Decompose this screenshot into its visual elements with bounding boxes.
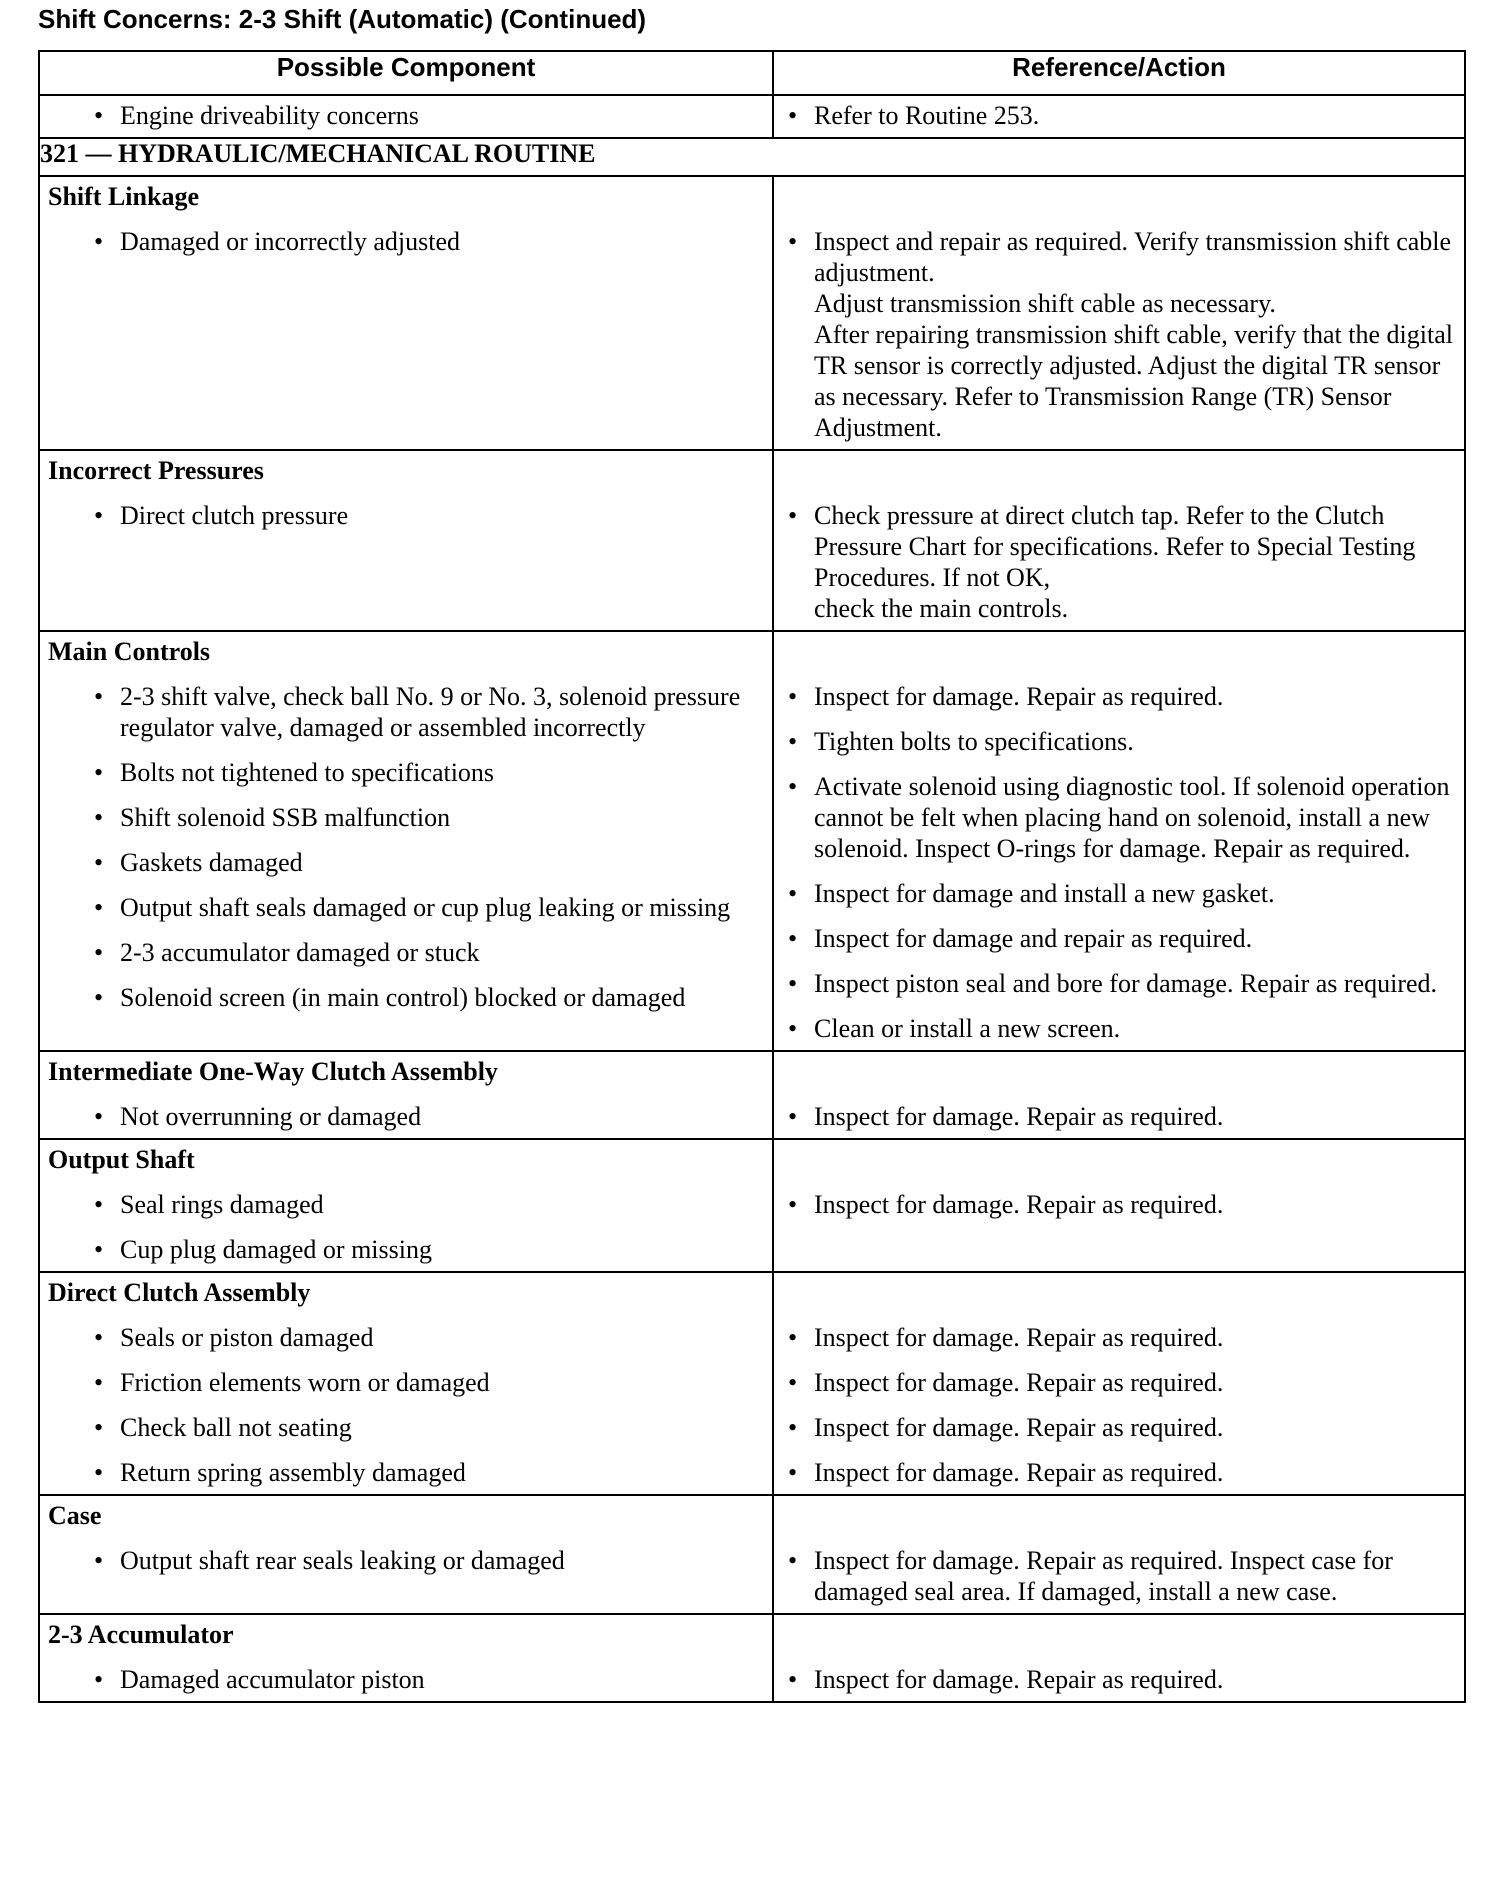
component-cell xyxy=(39,176,773,450)
page-title: Shift Concerns: 2-3 Shift (Automatic) (Continued) xyxy=(38,4,647,34)
bullet-icon: • xyxy=(94,682,104,711)
action-cell xyxy=(773,1272,1465,1495)
component-item xyxy=(48,1322,764,1353)
bullet-icon: • xyxy=(788,1546,798,1575)
action-item xyxy=(782,500,1456,624)
action-item xyxy=(782,1101,1456,1132)
component-item xyxy=(48,757,764,788)
action-cell xyxy=(773,1051,1465,1139)
component-item xyxy=(48,1367,764,1398)
component-item xyxy=(48,681,764,743)
action-text: Inspect for damage and repair as required. xyxy=(814,924,1253,953)
bullet-icon: • xyxy=(94,1665,104,1694)
component-item xyxy=(48,937,764,968)
bullet-icon: • xyxy=(788,969,798,998)
action-item xyxy=(782,681,1456,712)
routine-row xyxy=(39,138,1465,176)
component-text: Output shaft seals damaged or cup plug leaking or missing xyxy=(120,893,731,922)
action-cell xyxy=(773,631,1465,1051)
action-item xyxy=(782,726,1456,757)
action-text: Check pressure at direct clutch tap. Refer to the Clutch Pressure Chart for specifications. Refer to Special Testing Procedures. If not OK, check the main controls. xyxy=(814,501,1416,623)
action-item xyxy=(782,1412,1456,1443)
bullet-icon: • xyxy=(94,1368,104,1397)
component-item xyxy=(48,1101,764,1132)
bullet-icon: • xyxy=(788,1368,798,1397)
routine-title: 321 — HYDRAULIC/MECHANICAL ROUTINE xyxy=(39,138,1465,176)
bullet-icon: • xyxy=(788,1190,798,1219)
component-cell xyxy=(39,1139,773,1272)
action-text: Inspect for damage. Repair as required. xyxy=(814,1190,1224,1219)
action-cell xyxy=(773,1139,1465,1272)
bullet-icon: • xyxy=(788,1014,798,1043)
bullet-icon: • xyxy=(788,1323,798,1352)
component-text: Solenoid screen (in main control) blocked or damaged xyxy=(120,983,686,1012)
component-item xyxy=(48,847,764,878)
action-text: Inspect for damage. Repair as required. Inspect case for damaged seal area. If damaged, install a new case. xyxy=(814,1546,1393,1606)
header-row xyxy=(39,51,1465,95)
component-cell xyxy=(39,1272,773,1495)
bullet-icon: • xyxy=(94,758,104,787)
action-cell xyxy=(773,176,1465,450)
component-item xyxy=(48,226,764,257)
action-item xyxy=(782,1367,1456,1398)
bullet-icon: • xyxy=(94,983,104,1012)
component-item xyxy=(48,802,764,833)
component-item xyxy=(48,1189,764,1220)
component-text: 2-3 accumulator damaged or stuck xyxy=(120,938,480,967)
component-text: Engine driveability concerns xyxy=(120,101,419,130)
action-cell xyxy=(773,450,1465,631)
column-header-component: Possible Component xyxy=(39,51,773,95)
group-row xyxy=(39,1051,1465,1139)
bullet-icon: • xyxy=(94,1458,104,1487)
bullet-icon: • xyxy=(788,1458,798,1487)
group-heading: Intermediate One-Way Clutch Assembly xyxy=(48,1057,498,1086)
action-item xyxy=(782,771,1456,864)
action-item xyxy=(782,1189,1456,1220)
component-text: Direct clutch pressure xyxy=(120,501,349,530)
action-text: Inspect for damage. Repair as required. xyxy=(814,1458,1224,1487)
group-heading: Case xyxy=(48,1501,102,1530)
action-text: Inspect and repair as required. Verify transmission shift cable adjustment. Adjust transmission shift cable as necessary. After repairing transmission shift cable, verify that the digital TR sensor is correctly adjusted. Adjust the digital TR sensor as necessary. Refer to Transmission Range (TR) Sensor Adjustment. xyxy=(814,227,1453,442)
component-item xyxy=(48,982,764,1013)
component-cell xyxy=(39,1614,773,1702)
action-text: Inspect piston seal and bore for damage. Repair as required. xyxy=(814,969,1438,998)
component-cell xyxy=(39,1051,773,1139)
component-text: 2-3 shift valve, check ball No. 9 or No. 3, solenoid pressure regulator valve, damaged or assembled incorrectly xyxy=(120,682,741,742)
action-text: Inspect for damage. Repair as required. xyxy=(814,1323,1224,1352)
bullet-icon: • xyxy=(788,924,798,953)
bullet-icon: • xyxy=(788,227,798,256)
component-text: Not overrunning or damaged xyxy=(120,1102,422,1131)
action-item xyxy=(782,1013,1456,1044)
action-cell xyxy=(773,1614,1465,1702)
component-item xyxy=(48,1412,764,1443)
action-text: Clean or install a new screen. xyxy=(814,1014,1121,1043)
bullet-icon: • xyxy=(788,501,798,530)
bullet-icon: • xyxy=(94,938,104,967)
action-item xyxy=(782,226,1456,443)
bullet-icon: • xyxy=(94,1102,104,1131)
group-row xyxy=(39,1272,1465,1495)
action-item xyxy=(782,968,1456,999)
action-item xyxy=(782,923,1456,954)
component-text: Return spring assembly damaged xyxy=(120,1458,466,1487)
action-text: Inspect for damage. Repair as required. xyxy=(814,1413,1224,1442)
bullet-icon: • xyxy=(94,893,104,922)
action-text: Refer to Routine 253. xyxy=(814,101,1040,130)
component-cell xyxy=(39,1495,773,1614)
group-row xyxy=(39,1614,1465,1702)
action-text: Activate solenoid using diagnostic tool. If solenoid operation cannot be felt when placing hand on solenoid, install a new solenoid. Inspect O-rings for damage. Repair as required. xyxy=(814,772,1450,863)
group-row xyxy=(39,1495,1465,1614)
action-item xyxy=(782,1234,1456,1265)
component-item xyxy=(48,1664,764,1695)
bullet-icon: • xyxy=(788,1665,798,1694)
bullet-icon: • xyxy=(94,501,104,530)
action-text: Inspect for damage. Repair as required. xyxy=(814,1102,1224,1131)
bullet-icon: • xyxy=(788,1102,798,1131)
bullet-icon: • xyxy=(94,803,104,832)
bullet-icon: • xyxy=(788,879,798,908)
action-item xyxy=(782,1322,1456,1353)
component-item xyxy=(48,1457,764,1488)
bullet-icon: • xyxy=(788,727,798,756)
component-text: Cup plug damaged or missing xyxy=(120,1235,432,1264)
group-heading: Shift Linkage xyxy=(48,182,199,211)
component-item xyxy=(48,100,764,131)
bullet-icon: • xyxy=(94,227,104,256)
bullet-icon: • xyxy=(788,682,798,711)
group-heading: 2-3 Accumulator xyxy=(48,1620,234,1649)
bullet-icon: • xyxy=(788,772,798,801)
action-item xyxy=(782,100,1456,131)
bullet-icon: • xyxy=(94,1190,104,1219)
table-body xyxy=(39,95,1465,1702)
component-text: Damaged or incorrectly adjusted xyxy=(120,227,461,256)
action-text: Inspect for damage. Repair as required. xyxy=(814,682,1224,711)
group-row xyxy=(39,631,1465,1051)
component-cell xyxy=(39,95,773,138)
component-text: Bolts not tightened to specifications xyxy=(120,758,495,787)
bullet-icon: • xyxy=(94,1323,104,1352)
bullet-icon: • xyxy=(94,1413,104,1442)
group-heading: Main Controls xyxy=(48,637,211,666)
bullet-icon: • xyxy=(94,101,104,130)
bullet-icon: • xyxy=(94,1546,104,1575)
action-item xyxy=(782,878,1456,909)
component-cell xyxy=(39,450,773,631)
column-header-action: Reference/Action xyxy=(773,51,1465,95)
action-text: Inspect for damage and install a new gasket. xyxy=(814,879,1275,908)
group-row xyxy=(39,1139,1465,1272)
bullet-icon: • xyxy=(94,848,104,877)
component-text: Shift solenoid SSB malfunction xyxy=(120,803,451,832)
group-row xyxy=(39,450,1465,631)
table-row xyxy=(39,95,1465,138)
action-cell xyxy=(773,1495,1465,1614)
group-heading: Output Shaft xyxy=(48,1145,195,1174)
action-item xyxy=(782,1545,1456,1607)
group-heading: Direct Clutch Assembly xyxy=(48,1278,311,1307)
bullet-icon: • xyxy=(788,101,798,130)
bullet-icon: • xyxy=(788,1413,798,1442)
component-item xyxy=(48,500,764,531)
action-item xyxy=(782,1457,1456,1488)
bullet-icon: • xyxy=(94,1235,104,1264)
component-cell xyxy=(39,631,773,1051)
group-row xyxy=(39,176,1465,450)
component-item xyxy=(48,1234,764,1265)
component-text: Friction elements worn or damaged xyxy=(120,1368,490,1397)
component-item xyxy=(48,1545,764,1576)
action-item xyxy=(782,1664,1456,1695)
component-text: Damaged accumulator piston xyxy=(120,1665,425,1694)
component-text: Check ball not seating xyxy=(120,1413,352,1442)
action-text: Tighten bolts to specifications. xyxy=(814,727,1134,756)
component-text: Output shaft rear seals leaking or damaged xyxy=(120,1546,565,1575)
action-cell xyxy=(773,95,1465,138)
component-text: Seal rings damaged xyxy=(120,1190,324,1219)
component-text: Gaskets damaged xyxy=(120,848,303,877)
component-item xyxy=(48,892,764,923)
group-heading: Incorrect Pressures xyxy=(48,456,264,485)
diagnostic-table xyxy=(38,50,1466,1703)
action-text: Inspect for damage. Repair as required. xyxy=(814,1368,1224,1397)
component-text: Seals or piston damaged xyxy=(120,1323,374,1352)
action-text: Inspect for damage. Repair as required. xyxy=(814,1665,1224,1694)
